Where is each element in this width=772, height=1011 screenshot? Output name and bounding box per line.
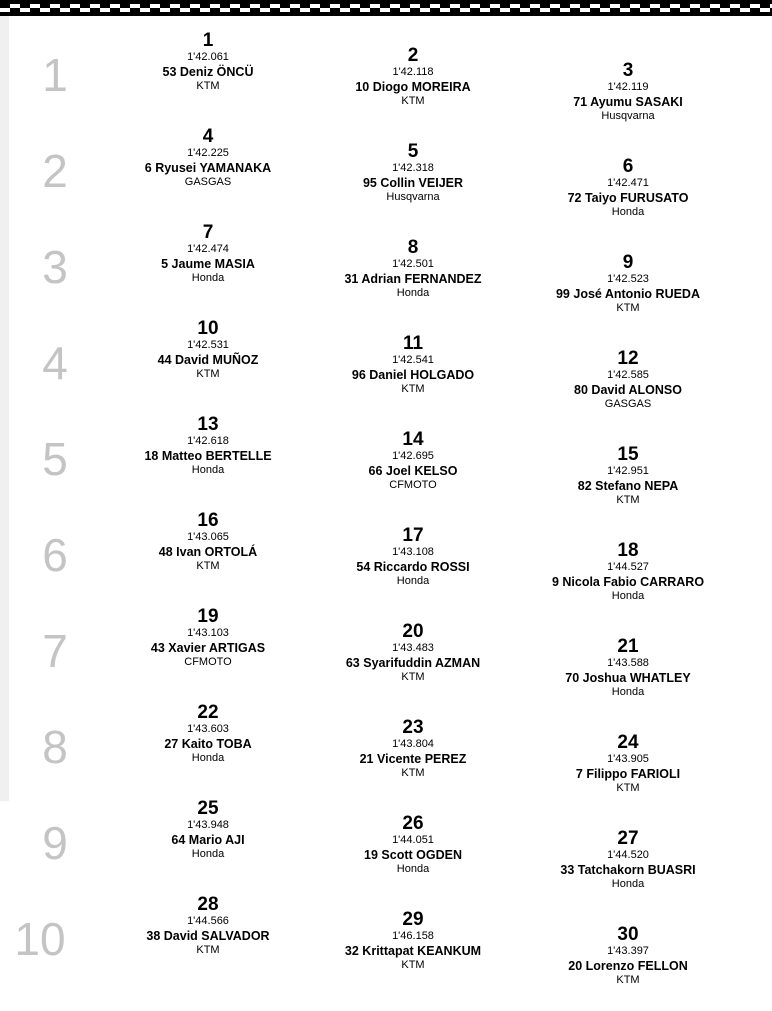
- rider-pos: 26: [402, 813, 424, 834]
- rider-pos: 6: [622, 156, 634, 177]
- rider-pos: 16: [197, 510, 219, 531]
- rider-pos: 21: [617, 636, 639, 657]
- grid-slot: [98, 31, 318, 93]
- grid-slot: [98, 319, 318, 381]
- grid-slot: [303, 622, 523, 684]
- rider-name: 33 Tatchakorn BUASRI: [560, 863, 696, 877]
- rider-team: Honda: [396, 863, 430, 875]
- grid-row-number: 8: [42, 721, 68, 773]
- rider-time: 1'42.471: [607, 177, 649, 189]
- rider-name: 6 Ryusei YAMANAKA: [144, 161, 272, 175]
- rider-name: 19 Scott OGDEN: [364, 848, 462, 862]
- grid-slot: [518, 445, 738, 507]
- rider-pos: 27: [617, 828, 639, 849]
- rider-name: 21 Vicente PEREZ: [359, 752, 467, 766]
- rider-time: 1'42.951: [607, 465, 649, 477]
- rider-pos: 7: [202, 222, 214, 243]
- rider-time: 1'44.566: [187, 915, 229, 927]
- rider-pos: 1: [202, 30, 214, 51]
- rider-time: 1'43.397: [607, 945, 649, 957]
- rider-team: Honda: [191, 272, 225, 284]
- rider-team: Honda: [191, 752, 225, 764]
- rider-pos: 30: [617, 924, 639, 945]
- left-margin-strip: [0, 16, 9, 801]
- rider-time: 1'42.541: [392, 354, 434, 366]
- rider-pos: 17: [402, 525, 424, 546]
- rider-time: 1'42.061: [187, 51, 229, 63]
- rider-time: 1'43.065: [187, 531, 229, 543]
- rider-team: KTM: [401, 383, 425, 395]
- rider-name: 5 Jaume MASIA: [161, 257, 255, 271]
- rider-team: KTM: [401, 671, 425, 683]
- rider-team: CFMOTO: [389, 479, 437, 491]
- grid-slot: [518, 157, 738, 219]
- rider-team: Husqvarna: [386, 191, 440, 203]
- rider-pos: 23: [402, 717, 424, 738]
- rider-name: 80 David ALONSO: [574, 383, 682, 397]
- rider-pos: 18: [617, 540, 639, 561]
- grid-row-number: 10: [14, 913, 66, 965]
- rider-name: 54 Riccardo ROSSI: [356, 560, 470, 574]
- rider-time: 1'46.158: [392, 930, 434, 942]
- grid-slot: [98, 607, 318, 669]
- grid-row-number: 5: [42, 433, 68, 485]
- rider-name: 20 Lorenzo FELLON: [568, 959, 688, 973]
- rider-name: 63 Syarifuddin AZMAN: [345, 656, 481, 670]
- rider-team: Honda: [611, 590, 645, 602]
- rider-team: Husqvarna: [601, 110, 655, 122]
- grid-row-number: 7: [42, 625, 68, 677]
- rider-name: 71 Ayumu SASAKI: [573, 95, 683, 109]
- rider-name: 48 Ivan ORTOLÁ: [158, 545, 258, 559]
- rider-time: 1'43.948: [187, 819, 229, 831]
- rider-team: KTM: [196, 368, 220, 380]
- grid-slot: [303, 430, 523, 492]
- rider-team: GASGAS: [604, 398, 652, 410]
- rider-time: 1'42.318: [392, 162, 434, 174]
- rider-time: 1'43.905: [607, 753, 649, 765]
- rider-name: 18 Matteo BERTELLE: [144, 449, 272, 463]
- grid-slot: [98, 895, 318, 957]
- rider-name: 27 Kaito TOBA: [164, 737, 252, 751]
- rider-time: 1'43.103: [187, 627, 229, 639]
- rider-team: Honda: [191, 848, 225, 860]
- rider-name: 44 David MUÑOZ: [157, 353, 259, 367]
- grid-slot: [303, 526, 523, 588]
- rider-team: Honda: [611, 206, 645, 218]
- rider-name: 32 Krittapat KEANKUM: [344, 944, 482, 958]
- rider-time: 1'44.527: [607, 561, 649, 573]
- rider-time: 1'43.588: [607, 657, 649, 669]
- rider-name: 38 David SALVADOR: [146, 929, 270, 943]
- rider-time: 1'42.225: [187, 147, 229, 159]
- rider-team: KTM: [196, 560, 220, 572]
- rider-name: 10 Diogo MOREIRA: [355, 80, 471, 94]
- grid-slot: [303, 334, 523, 396]
- rider-name: 43 Xavier ARTIGAS: [150, 641, 266, 655]
- rider-name: 95 Collin VEIJER: [362, 176, 464, 190]
- grid-slot: [98, 223, 318, 285]
- rider-time: 1'42.523: [607, 273, 649, 285]
- grid-slot: [98, 415, 318, 477]
- rider-time: 1'43.483: [392, 642, 434, 654]
- rider-team: Honda: [396, 287, 430, 299]
- rider-team: GASGAS: [184, 176, 232, 188]
- rider-team: Honda: [191, 464, 225, 476]
- rider-team: KTM: [616, 782, 640, 794]
- rider-team: KTM: [616, 494, 640, 506]
- rider-name: 9 Nicola Fabio CARRARO: [551, 575, 705, 589]
- rider-pos: 25: [197, 798, 219, 819]
- rider-name: 64 Mario AJI: [171, 833, 245, 847]
- rider-pos: 29: [402, 909, 424, 930]
- rider-team: CFMOTO: [184, 656, 232, 668]
- grid-slot: [98, 127, 318, 189]
- grid-slot: [518, 541, 738, 603]
- rider-name: 31 Adrian FERNANDEZ: [344, 272, 482, 286]
- rider-team: Honda: [396, 575, 430, 587]
- rider-time: 1'43.804: [392, 738, 434, 750]
- grid-slot: [518, 61, 738, 123]
- grid-row-number: 1: [42, 49, 68, 101]
- rider-pos: 14: [402, 429, 424, 450]
- rider-team: KTM: [401, 767, 425, 779]
- grid-row-number: 4: [42, 337, 68, 389]
- rider-pos: 5: [407, 141, 419, 162]
- rider-pos: 20: [402, 621, 424, 642]
- grid-slot: [518, 253, 738, 315]
- rider-pos: 3: [622, 60, 634, 81]
- grid-slot: [303, 142, 523, 204]
- rider-team: KTM: [616, 302, 640, 314]
- grid-row-number: 2: [42, 145, 68, 197]
- grid-slot: [98, 511, 318, 573]
- rider-name: 72 Taiyo FURUSATO: [567, 191, 689, 205]
- rider-time: 1'42.695: [392, 450, 434, 462]
- rider-name: 66 Joel KELSO: [368, 464, 458, 478]
- rider-team: KTM: [401, 95, 425, 107]
- rider-time: 1'42.618: [187, 435, 229, 447]
- rider-time: 1'44.051: [392, 834, 434, 846]
- rider-time: 1'43.603: [187, 723, 229, 735]
- grid-row-number: 6: [42, 529, 68, 581]
- grid-row-number: 9: [42, 817, 68, 869]
- rider-time: 1'42.119: [607, 81, 649, 93]
- rider-pos: 10: [197, 318, 219, 339]
- checkered-flag-banner: [0, 0, 772, 16]
- grid-slot: [98, 703, 318, 765]
- rider-team: KTM: [401, 959, 425, 971]
- rider-pos: 19: [197, 606, 219, 627]
- grid-slot: [518, 829, 738, 891]
- grid-slot: [303, 238, 523, 300]
- rider-name: 70 Joshua WHATLEY: [565, 671, 691, 685]
- rider-team: Honda: [611, 686, 645, 698]
- rider-pos: 4: [202, 126, 214, 147]
- rider-pos: 28: [197, 894, 219, 915]
- rider-time: 1'42.118: [392, 66, 434, 78]
- grid-slot: [518, 637, 738, 699]
- rider-team: KTM: [196, 80, 220, 92]
- rider-name: 7 Filippo FARIOLI: [575, 767, 681, 781]
- rider-pos: 8: [407, 237, 419, 258]
- rider-pos: 13: [197, 414, 219, 435]
- rider-time: 1'42.585: [607, 369, 649, 381]
- grid-slot: [518, 349, 738, 411]
- grid-slot: [518, 925, 738, 987]
- rider-name: 99 José Antonio RUEDA: [555, 287, 700, 301]
- rider-team: Honda: [611, 878, 645, 890]
- rider-time: 1'42.474: [187, 243, 229, 255]
- rider-time: 1'42.501: [392, 258, 434, 270]
- rider-name: 53 Deniz ÖNCÜ: [162, 65, 254, 79]
- grid-slot: [98, 799, 318, 861]
- grid-row-number: 3: [42, 241, 68, 293]
- rider-team: KTM: [196, 944, 220, 956]
- rider-pos: 12: [617, 348, 639, 369]
- grid-slot: [303, 814, 523, 876]
- rider-pos: 24: [617, 732, 639, 753]
- rider-pos: 2: [407, 45, 419, 66]
- rider-team: KTM: [616, 974, 640, 986]
- rider-pos: 15: [617, 444, 639, 465]
- rider-name: 96 Daniel HOLGADO: [351, 368, 475, 382]
- grid-slot: [518, 733, 738, 795]
- rider-time: 1'43.108: [392, 546, 434, 558]
- rider-pos: 11: [402, 333, 424, 354]
- rider-pos: 22: [197, 702, 219, 723]
- rider-time: 1'42.531: [187, 339, 229, 351]
- rider-pos: 9: [622, 252, 634, 273]
- grid-slot: [303, 46, 523, 108]
- rider-time: 1'44.520: [607, 849, 649, 861]
- grid-slot: [303, 718, 523, 780]
- rider-name: 82 Stefano NEPA: [577, 479, 679, 493]
- grid-slot: [303, 910, 523, 972]
